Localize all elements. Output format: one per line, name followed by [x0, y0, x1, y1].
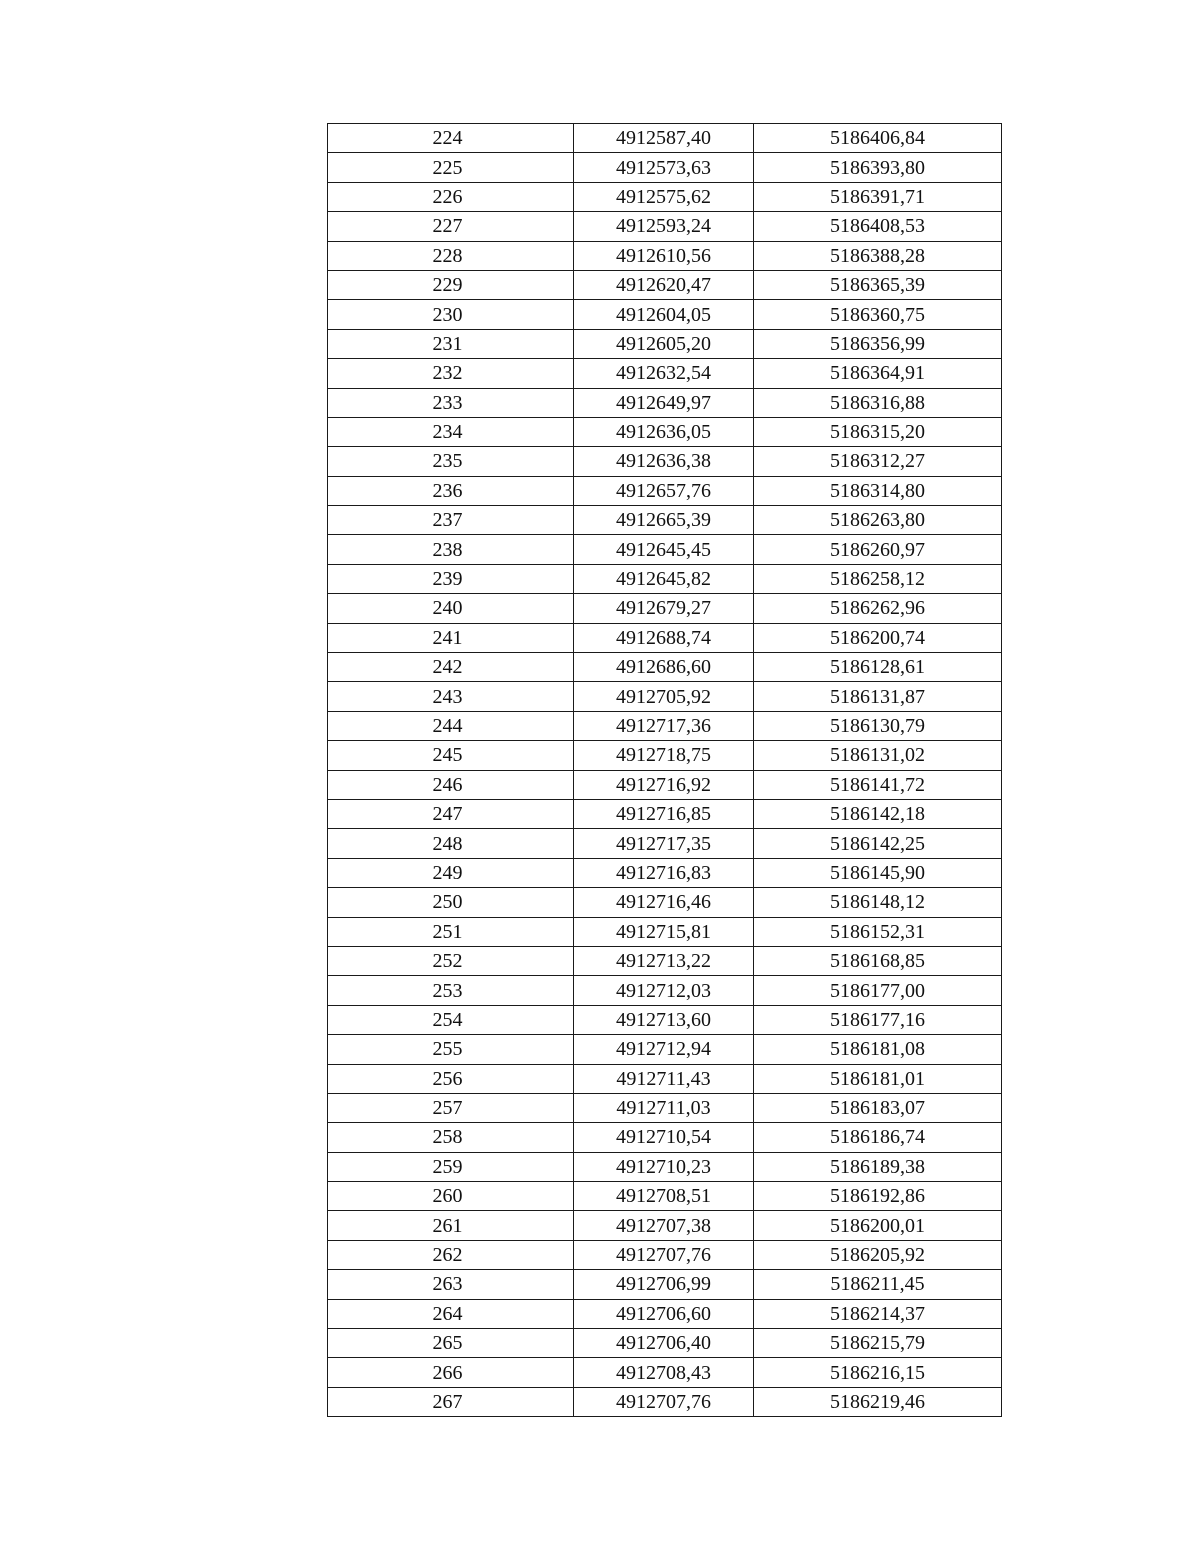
x-coordinate-cell: 4912657,76 [574, 476, 754, 505]
table-row [328, 888, 1002, 917]
table-row [328, 711, 1002, 740]
y-coordinate-cell: 5186258,12 [754, 564, 1002, 593]
y-coordinate-cell: 5186211,45 [754, 1270, 1002, 1299]
y-coordinate-cell: 5186142,25 [754, 829, 1002, 858]
point-number-cell: 250 [328, 888, 574, 917]
point-number-cell: 231 [328, 329, 574, 358]
x-coordinate-cell: 4912707,76 [574, 1387, 754, 1416]
x-coordinate-cell: 4912620,47 [574, 270, 754, 299]
table-row [328, 1358, 1002, 1387]
y-coordinate-cell: 5186316,88 [754, 388, 1002, 417]
point-number-cell: 230 [328, 300, 574, 329]
point-number-cell: 258 [328, 1123, 574, 1152]
x-coordinate-cell: 4912688,74 [574, 623, 754, 652]
point-number-cell: 261 [328, 1211, 574, 1240]
y-coordinate-cell: 5186128,61 [754, 653, 1002, 682]
x-coordinate-cell: 4912610,56 [574, 241, 754, 270]
y-coordinate-cell: 5186312,27 [754, 447, 1002, 476]
point-number-cell: 247 [328, 799, 574, 828]
x-coordinate-cell: 4912717,35 [574, 829, 754, 858]
y-coordinate-cell: 5186408,53 [754, 212, 1002, 241]
point-number-cell: 254 [328, 1005, 574, 1034]
table-row [328, 1329, 1002, 1358]
table-row [328, 946, 1002, 975]
point-number-cell: 228 [328, 241, 574, 270]
point-number-cell: 266 [328, 1358, 574, 1387]
table-row [328, 535, 1002, 564]
x-coordinate-cell: 4912710,23 [574, 1152, 754, 1181]
point-number-cell: 234 [328, 417, 574, 446]
point-number-cell: 243 [328, 682, 574, 711]
x-coordinate-cell: 4912645,45 [574, 535, 754, 564]
table-row [328, 241, 1002, 270]
table-row [328, 858, 1002, 887]
y-coordinate-cell: 5186131,87 [754, 682, 1002, 711]
point-number-cell: 259 [328, 1152, 574, 1181]
point-number-cell: 248 [328, 829, 574, 858]
x-coordinate-cell: 4912708,43 [574, 1358, 754, 1387]
table-row [328, 476, 1002, 505]
x-coordinate-cell: 4912716,92 [574, 770, 754, 799]
x-coordinate-cell: 4912712,94 [574, 1035, 754, 1064]
table-row [328, 270, 1002, 299]
coordinate-table-body [328, 124, 1002, 1417]
x-coordinate-cell: 4912716,46 [574, 888, 754, 917]
point-number-cell: 232 [328, 359, 574, 388]
y-coordinate-cell: 5186142,18 [754, 799, 1002, 828]
table-row [328, 153, 1002, 182]
y-coordinate-cell: 5186177,00 [754, 976, 1002, 1005]
x-coordinate-cell: 4912573,63 [574, 153, 754, 182]
y-coordinate-cell: 5186141,72 [754, 770, 1002, 799]
table-row [328, 212, 1002, 241]
y-coordinate-cell: 5186200,74 [754, 623, 1002, 652]
table-row [328, 623, 1002, 652]
table-row [328, 329, 1002, 358]
y-coordinate-cell: 5186364,91 [754, 359, 1002, 388]
point-number-cell: 244 [328, 711, 574, 740]
y-coordinate-cell: 5186168,85 [754, 946, 1002, 975]
y-coordinate-cell: 5186145,90 [754, 858, 1002, 887]
x-coordinate-cell: 4912587,40 [574, 124, 754, 153]
point-number-cell: 251 [328, 917, 574, 946]
point-number-cell: 256 [328, 1064, 574, 1093]
point-number-cell: 235 [328, 447, 574, 476]
point-number-cell: 238 [328, 535, 574, 564]
table-row [328, 182, 1002, 211]
table-row [328, 653, 1002, 682]
x-coordinate-cell: 4912686,60 [574, 653, 754, 682]
table-row [328, 1387, 1002, 1416]
x-coordinate-cell: 4912649,97 [574, 388, 754, 417]
y-coordinate-cell: 5186263,80 [754, 506, 1002, 535]
point-number-cell: 267 [328, 1387, 574, 1416]
y-coordinate-cell: 5186391,71 [754, 182, 1002, 211]
x-coordinate-cell: 4912716,83 [574, 858, 754, 887]
table-row [328, 917, 1002, 946]
point-number-cell: 252 [328, 946, 574, 975]
table-row [328, 388, 1002, 417]
point-number-cell: 262 [328, 1240, 574, 1269]
point-number-cell: 233 [328, 388, 574, 417]
table-row [328, 1093, 1002, 1122]
x-coordinate-cell: 4912605,20 [574, 329, 754, 358]
y-coordinate-cell: 5186214,37 [754, 1299, 1002, 1328]
table-row [328, 1005, 1002, 1034]
point-number-cell: 264 [328, 1299, 574, 1328]
point-number-cell: 245 [328, 741, 574, 770]
table-row [328, 300, 1002, 329]
table-row [328, 447, 1002, 476]
point-number-cell: 240 [328, 594, 574, 623]
x-coordinate-cell: 4912575,62 [574, 182, 754, 211]
table-row [328, 770, 1002, 799]
x-coordinate-cell: 4912706,40 [574, 1329, 754, 1358]
table-row [328, 1299, 1002, 1328]
y-coordinate-cell: 5186192,86 [754, 1182, 1002, 1211]
x-coordinate-cell: 4912707,76 [574, 1240, 754, 1269]
y-coordinate-cell: 5186262,96 [754, 594, 1002, 623]
x-coordinate-cell: 4912636,05 [574, 417, 754, 446]
y-coordinate-cell: 5186131,02 [754, 741, 1002, 770]
x-coordinate-cell: 4912665,39 [574, 506, 754, 535]
point-number-cell: 225 [328, 153, 574, 182]
x-coordinate-cell: 4912711,43 [574, 1064, 754, 1093]
point-number-cell: 224 [328, 124, 574, 153]
y-coordinate-cell: 5186215,79 [754, 1329, 1002, 1358]
y-coordinate-cell: 5186216,15 [754, 1358, 1002, 1387]
x-coordinate-cell: 4912711,03 [574, 1093, 754, 1122]
y-coordinate-cell: 5186183,07 [754, 1093, 1002, 1122]
y-coordinate-cell: 5186260,97 [754, 535, 1002, 564]
x-coordinate-cell: 4912710,54 [574, 1123, 754, 1152]
point-number-cell: 242 [328, 653, 574, 682]
y-coordinate-cell: 5186393,80 [754, 153, 1002, 182]
table-row [328, 829, 1002, 858]
table-row [328, 124, 1002, 153]
x-coordinate-cell: 4912632,54 [574, 359, 754, 388]
table-row [328, 1270, 1002, 1299]
point-number-cell: 257 [328, 1093, 574, 1122]
y-coordinate-cell: 5186360,75 [754, 300, 1002, 329]
point-number-cell: 260 [328, 1182, 574, 1211]
y-coordinate-cell: 5186189,38 [754, 1152, 1002, 1181]
point-number-cell: 237 [328, 506, 574, 535]
y-coordinate-cell: 5186148,12 [754, 888, 1002, 917]
y-coordinate-cell: 5186130,79 [754, 711, 1002, 740]
y-coordinate-cell: 5186200,01 [754, 1211, 1002, 1240]
x-coordinate-cell: 4912713,60 [574, 1005, 754, 1034]
x-coordinate-cell: 4912708,51 [574, 1182, 754, 1211]
table-row [328, 1182, 1002, 1211]
point-number-cell: 246 [328, 770, 574, 799]
x-coordinate-cell: 4912707,38 [574, 1211, 754, 1240]
x-coordinate-cell: 4912712,03 [574, 976, 754, 1005]
point-number-cell: 265 [328, 1329, 574, 1358]
x-coordinate-cell: 4912593,24 [574, 212, 754, 241]
table-row [328, 741, 1002, 770]
table-row [328, 1064, 1002, 1093]
x-coordinate-cell: 4912718,75 [574, 741, 754, 770]
y-coordinate-cell: 5186181,08 [754, 1035, 1002, 1064]
table-row [328, 564, 1002, 593]
table-row [328, 594, 1002, 623]
table-row [328, 682, 1002, 711]
y-coordinate-cell: 5186388,28 [754, 241, 1002, 270]
point-number-cell: 241 [328, 623, 574, 652]
y-coordinate-cell: 5186205,92 [754, 1240, 1002, 1269]
table-row [328, 976, 1002, 1005]
point-number-cell: 253 [328, 976, 574, 1005]
y-coordinate-cell: 5186406,84 [754, 124, 1002, 153]
x-coordinate-cell: 4912636,38 [574, 447, 754, 476]
y-coordinate-cell: 5186356,99 [754, 329, 1002, 358]
point-number-cell: 239 [328, 564, 574, 593]
table-row [328, 1035, 1002, 1064]
y-coordinate-cell: 5186181,01 [754, 1064, 1002, 1093]
table-row [328, 799, 1002, 828]
point-number-cell: 229 [328, 270, 574, 299]
y-coordinate-cell: 5186177,16 [754, 1005, 1002, 1034]
point-number-cell: 236 [328, 476, 574, 505]
coordinate-table [327, 123, 1002, 1417]
table-row [328, 1152, 1002, 1181]
point-number-cell: 249 [328, 858, 574, 887]
table-row [328, 1240, 1002, 1269]
point-number-cell: 255 [328, 1035, 574, 1064]
x-coordinate-cell: 4912679,27 [574, 594, 754, 623]
table-row [328, 506, 1002, 535]
x-coordinate-cell: 4912604,05 [574, 300, 754, 329]
x-coordinate-cell: 4912706,60 [574, 1299, 754, 1328]
x-coordinate-cell: 4912713,22 [574, 946, 754, 975]
y-coordinate-cell: 5186152,31 [754, 917, 1002, 946]
table-row [328, 1211, 1002, 1240]
x-coordinate-cell: 4912706,99 [574, 1270, 754, 1299]
x-coordinate-cell: 4912717,36 [574, 711, 754, 740]
point-number-cell: 226 [328, 182, 574, 211]
table-row [328, 1123, 1002, 1152]
y-coordinate-cell: 5186219,46 [754, 1387, 1002, 1416]
x-coordinate-cell: 4912715,81 [574, 917, 754, 946]
y-coordinate-cell: 5186314,80 [754, 476, 1002, 505]
y-coordinate-cell: 5186315,20 [754, 417, 1002, 446]
table-row [328, 417, 1002, 446]
y-coordinate-cell: 5186186,74 [754, 1123, 1002, 1152]
y-coordinate-cell: 5186365,39 [754, 270, 1002, 299]
point-number-cell: 227 [328, 212, 574, 241]
x-coordinate-cell: 4912645,82 [574, 564, 754, 593]
x-coordinate-cell: 4912705,92 [574, 682, 754, 711]
x-coordinate-cell: 4912716,85 [574, 799, 754, 828]
point-number-cell: 263 [328, 1270, 574, 1299]
table-row [328, 359, 1002, 388]
